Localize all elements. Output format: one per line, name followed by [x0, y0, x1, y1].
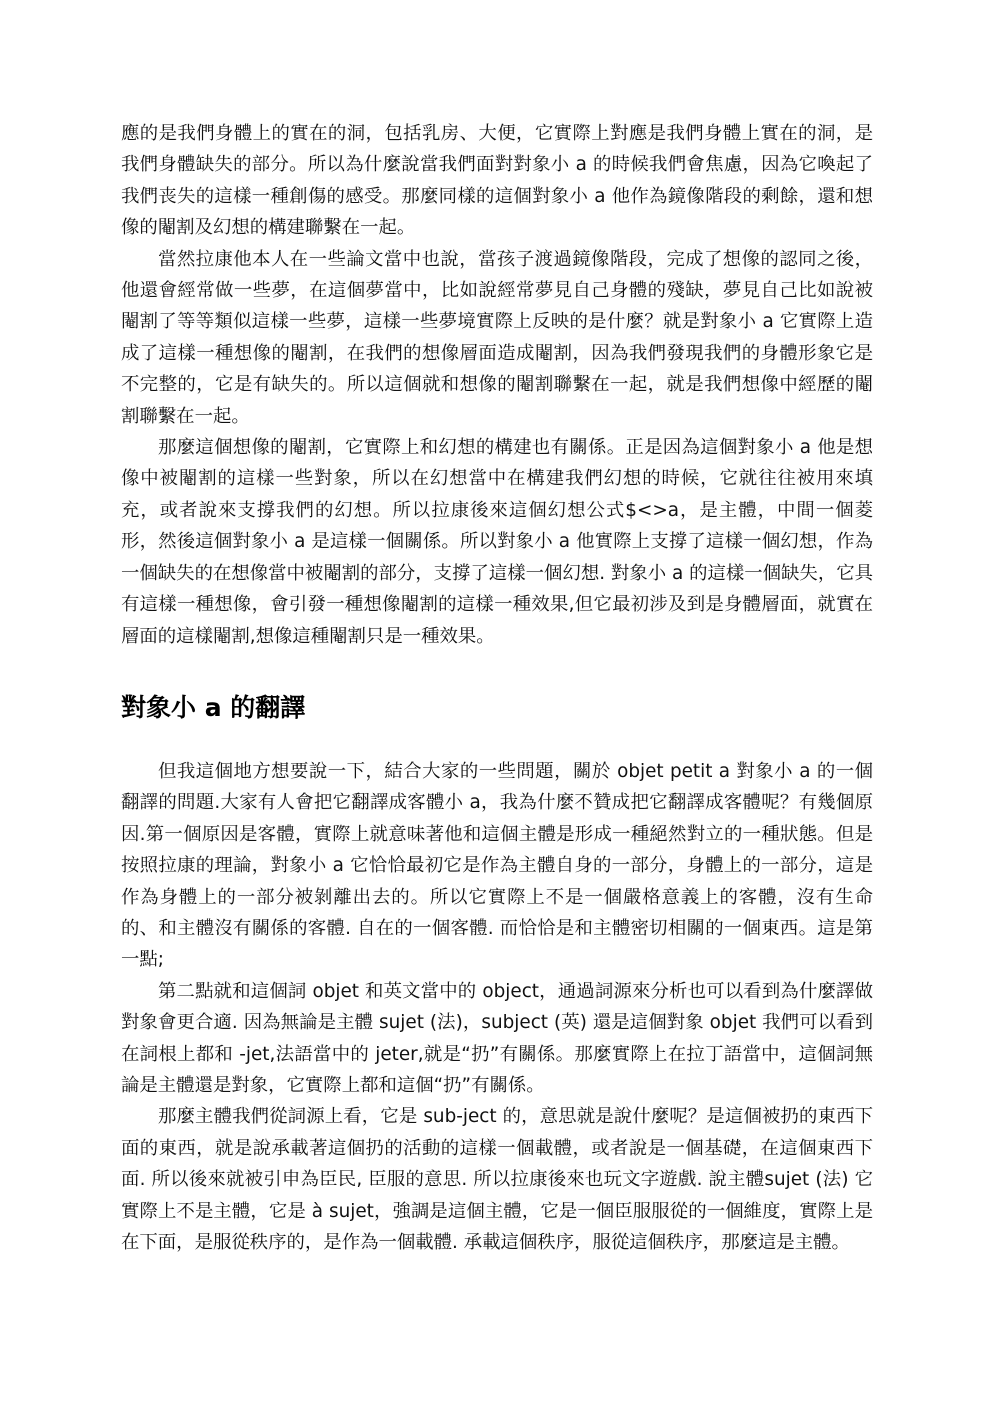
paragraph-subject-etymology: 那麼主體我們從詞源上看，它是 sub-ject 的，意思就是說什麼呢？是這個被扔的東西下面的東西，就是說承載著這個扔的活動的這樣一個載體，或者說是一個基礎，在這個東西下面. 所以後來就被引申為臣民, 臣服的意思. 所以拉康後來也玩文字遊戲. 說主體sujet (法) 它實際上不是主體，它是 à sujet，強調是這個主體，它是一個臣服服從的一個維度，實際上是在下面，是服從秩序的，是作為一個載體. 承載這個秩序，服從這個秩序，那麼這是主體。: [121, 1106, 873, 1253]
paragraph-translation-reason-1: 但我這個地方想要說一下，結合大家的一些問題，關於 objet petit a 對象小 a 的一個翻譯的問題.大家有人會把它翻譯成客體小 a，我為什麼不贊成把它翻譯成客體呢？有幾個原因.第一個原因是客體，實際上就意味著他和這個主體是形成一種絕然對立的一種狀態。但是按照拉康的理論，對象小 a 它恰恰最初它是作為主體自身的一部分，身體上的一部分，這是作為身體上的一部分被剝離出去的。所以它實際上不是一個嚴格意義上的客體，沒有生命的、和主體沒有關係的客體. 自在的一個客體. 而恰恰是和主體密切相關的一個東西。這是第一點;: [121, 760, 873, 971]
section-spacer: [121, 652, 873, 666]
paragraph-fantasy-formula: 那麼這個想像的閹割，它實際上和幻想的構建也有關係。正是因為這個對象小 a 他是想像中被閹割的這樣一些對象，所以在幻想當中在構建我們幻想的時候，它就往往被用來填充，或者說來支撐我們的幻想。所以拉康後來這個幻想公式$<>a，是主體，中間一個菱形，然後這個對象小 a 是這樣一個關係。所以對象小 a 他實際上支撐了這樣一個幻想，作為一個缺失的在想像當中被閹割的部分，支撐了這樣一個幻想. 對象小 a 的這樣一個缺失，它具有這樣一種想像，會引發一種想像閹割的這樣一種效果,但它最初涉及到是身體層面，就實在層面的這樣閹割,想像這種閹割只是一種效果。: [121, 437, 873, 647]
document-page: [121, 118, 873, 1258]
paragraph-continued: 應的是我們身體上的實在的洞，包括乳房、大便，它實際上對應是我們身體上實在的洞，是我們身體缺失的部分。所以為什麼說當我們面對對象小 a 的時候我們會焦慮，因為它喚起了我們丧失的這樣一種創傷的感受。那麼同樣的這個對象小 a 他作為鏡像階段的剩餘，還和想像的閹割及幻想的構建聯繫在一起。: [121, 123, 873, 239]
section-heading: 對象小 a 的翻譯: [121, 692, 306, 722]
paragraph-translation-reason-2: 第二點就和這個詞 objet 和英文當中的 object，通過詞源來分析也可以看到為什麼譯做對象會更合適. 因為無論是主體 sujet (法)，subject (英) 還是這個對象 objet 我們可以看到在詞根上都和 -jet,法語當中的 jeter,就是“扔”有關係。那麼實際上在拉丁語當中，這個詞無論是主體還是對象，它實際上都和這個“扔”有關係。: [121, 980, 873, 1096]
paragraph-dream-castration: 當然拉康他本人在一些論文當中也說，當孩子渡過鏡像階段，完成了想像的認同之後，他還會經常做一些夢，在這個夢當中，比如說經常夢見自己身體的殘缺，夢見自己比如說被閹割了等等類似這樣一些夢，這樣一些夢境實際上反映的是什麼？就是對象小 a 它實際上造成了這樣一種想像的閹割，在我們的想像層面造成閹割，因為我們發現我們的身體形象它是不完整的，它是有缺失的。所以這個就和想像的閹割聯繫在一起，就是我們想像中經歷的閹割聯繫在一起。: [121, 248, 873, 427]
